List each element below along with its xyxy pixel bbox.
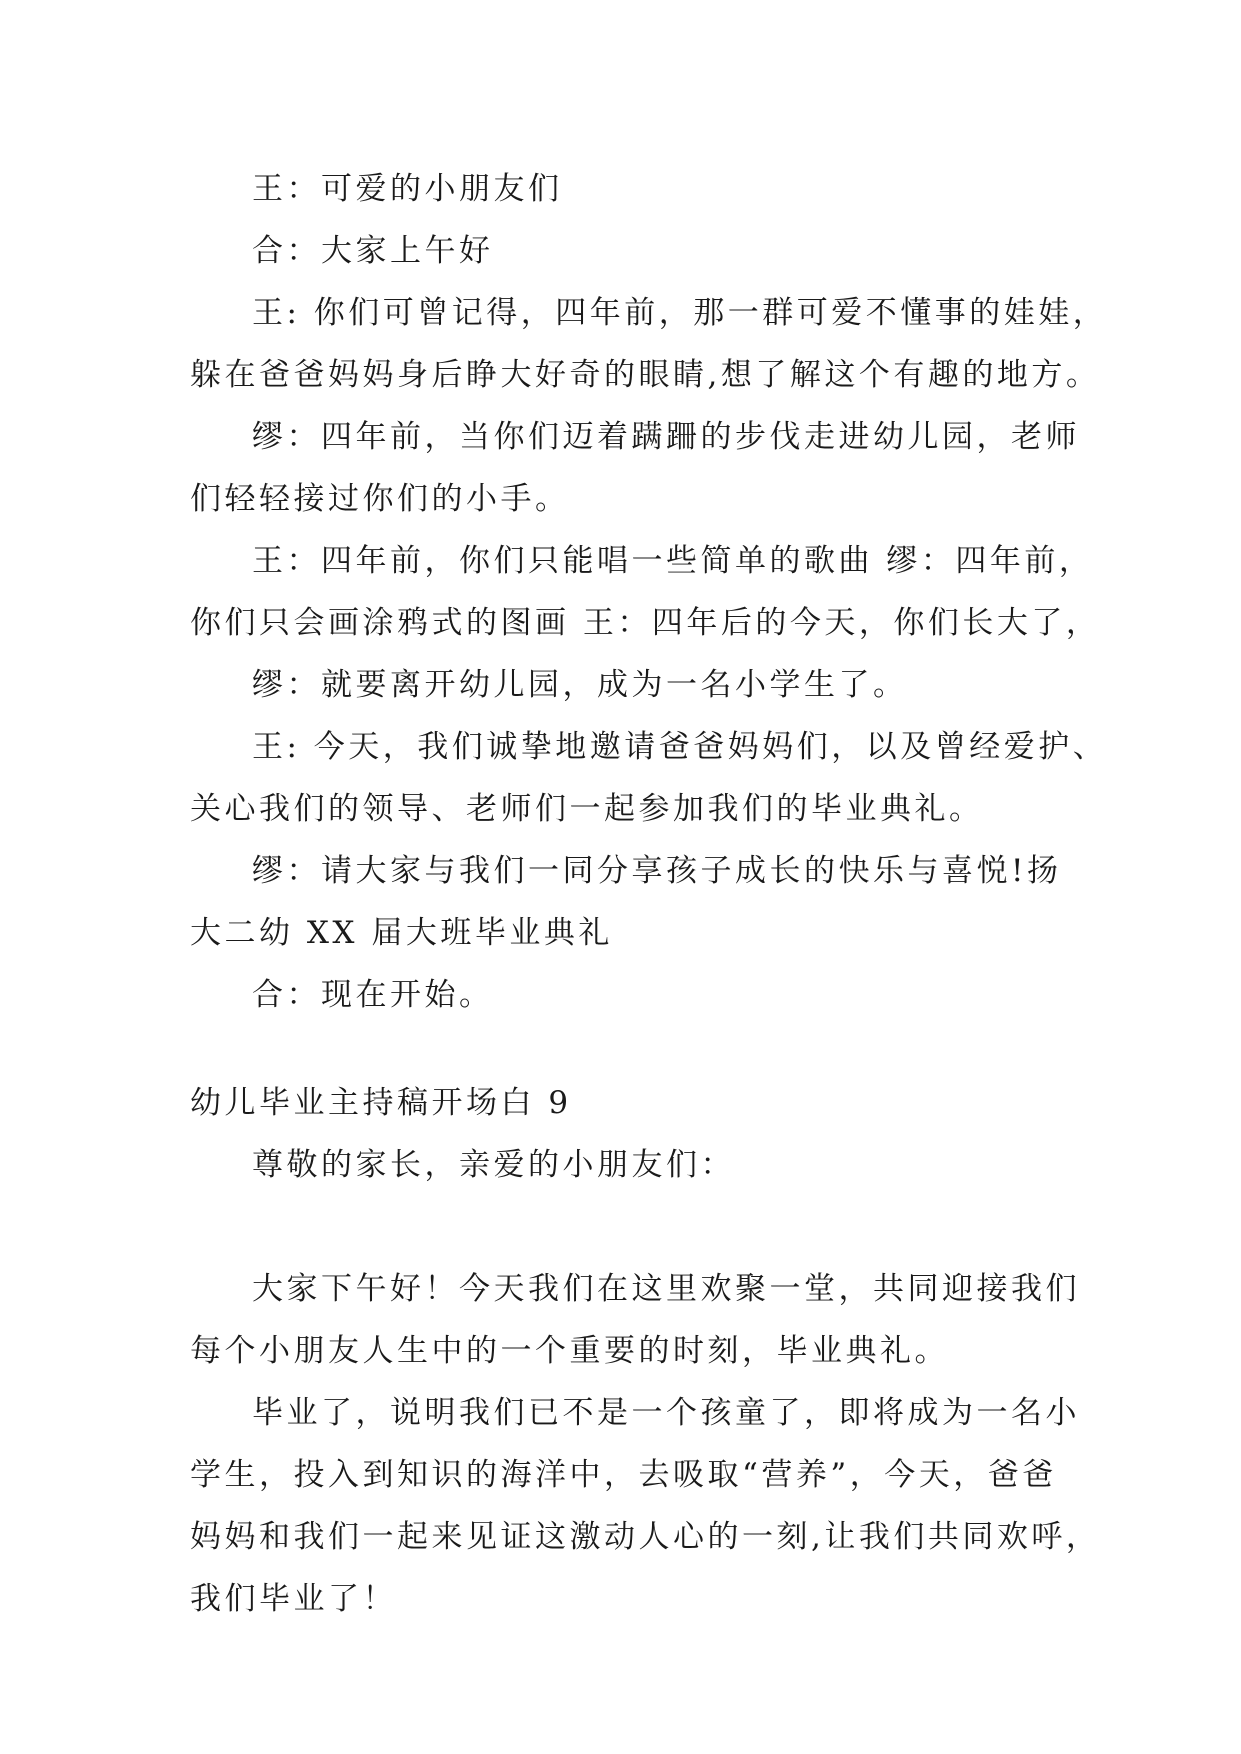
dialogue-line: 王: 今天，我们诚挚地邀请爸爸妈妈们，以及曾经爱护、 (252, 729, 1108, 765)
dialogue-line: 大二幼 XX 届大班毕业典礼 (190, 915, 613, 951)
paragraph-spacer (190, 1196, 1050, 1258)
dialogue-line: 缪：四年前，当你们迈着蹒跚的步伐走进幼儿园，老师 (252, 419, 1080, 455)
section-heading: 幼儿毕业主持稿开场白 9 (190, 1085, 572, 1121)
body-line: 每个小朋友人生中的一个重要的时刻，毕业典礼。 (190, 1333, 949, 1369)
dialogue-line: 你们只会画涂鸦式的图画 王：四年后的今天，你们长大了， (190, 605, 1101, 641)
section-spacer (190, 1026, 1050, 1072)
dialogue-line: 王：可爱的小朋友们 (252, 171, 563, 207)
body-line: 学生，投入到知识的海洋中，去吸取“营养”，今天，爸爸 (190, 1457, 1057, 1493)
body-line: 毕业了，说明我们已不是一个孩童了，即将成为一名小 (252, 1395, 1080, 1431)
dialogue-line: 合：大家上午好 (252, 233, 494, 269)
dialogue-line: 王: 你们可曾记得，四年前，那一群可爱不懂事的娃娃， (252, 295, 1108, 331)
dialogue-line: 关心我们的领导、老师们一起参加我们的毕业典礼。 (190, 791, 984, 827)
body-line: 我们毕业了！ (190, 1581, 397, 1617)
dialogue-line: 们轻轻接过你们的小手。 (190, 481, 570, 517)
document-page (190, 158, 1108, 1630)
greeting-line: 尊敬的家长，亲爱的小朋友们： (252, 1147, 735, 1183)
dialogue-line: 缪：请大家与我们一同分享孩子成长的快乐与喜悦!扬 (252, 853, 1062, 889)
body-line: 大家下午好！今天我们在这里欢聚一堂，共同迎接我们 (252, 1271, 1080, 1307)
dialogue-line: 王：四年前，你们只能唱一些简单的歌曲 缪：四年前， (252, 543, 1094, 579)
dialogue-line: 躲在爸爸妈妈身后睁大好奇的眼睛,想了解这个有趣的地方。 (190, 357, 1101, 393)
body-line: 妈妈和我们一起来见证这激动人心的一刻,让我们共同欢呼， (190, 1519, 1101, 1555)
dialogue-line: 缪：就要离开幼儿园，成为一名小学生了。 (252, 667, 908, 703)
dialogue-line: 合：现在开始。 (252, 977, 494, 1013)
